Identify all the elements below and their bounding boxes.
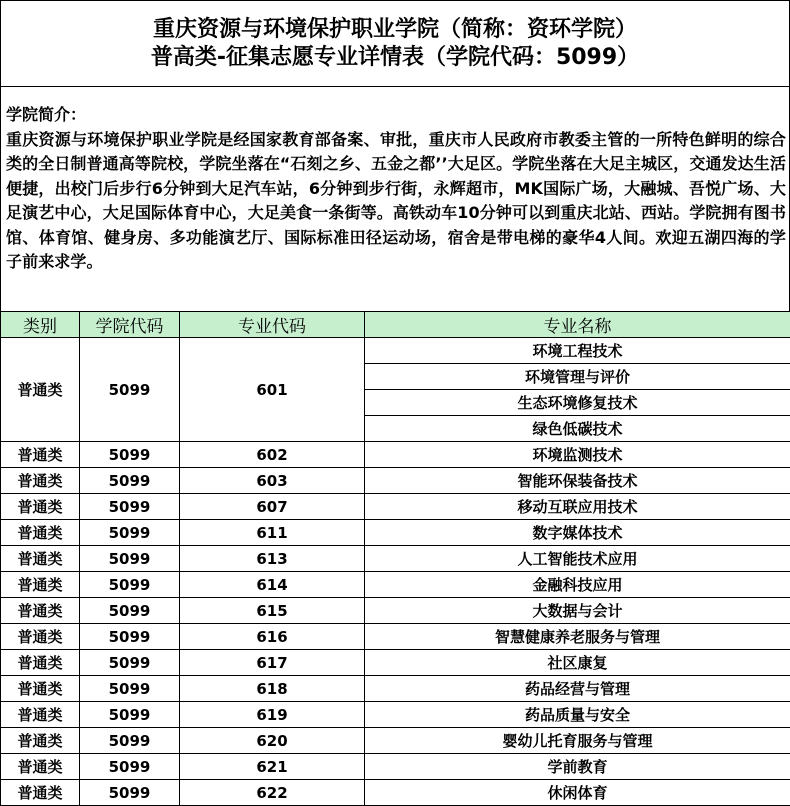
cell-category: 普通类: [1, 624, 80, 650]
group-major-name: 绿色低碳技术: [365, 416, 790, 442]
table-row: [1, 780, 790, 806]
cell-major-name: 金融科技应用: [365, 572, 790, 598]
cell-category: 普通类: [1, 520, 80, 546]
cell-college-code: 5099: [80, 572, 180, 598]
cell-college-code: 5099: [80, 494, 180, 520]
cell-major-code: 617: [180, 650, 365, 676]
cell-category: 普通类: [1, 442, 80, 468]
majors-table: [0, 311, 790, 806]
title-line-1: 重庆资源与环境保护职业学院（简称：资环学院）: [1, 16, 789, 44]
group-category: 普通类: [1, 338, 80, 442]
cell-college-code: 5099: [80, 650, 180, 676]
table-body: [1, 338, 790, 806]
cell-major-code: 621: [180, 754, 365, 780]
cell-major-name: 智慧健康养老服务与管理: [365, 624, 790, 650]
cell-category: 普通类: [1, 728, 80, 754]
group-major-name: 生态环境修复技术: [365, 390, 790, 416]
cell-college-code: 5099: [80, 728, 180, 754]
cell-college-code: 5099: [80, 702, 180, 728]
table-row: [1, 754, 790, 780]
cell-major-code: 622: [180, 780, 365, 806]
cell-major-code: 618: [180, 676, 365, 702]
header-major-code: 专业代码: [180, 312, 365, 338]
cell-major-name: 环境监测技术: [365, 442, 790, 468]
cell-category: 普通类: [1, 676, 80, 702]
cell-major-code: 620: [180, 728, 365, 754]
table-row: [1, 520, 790, 546]
header-college-code: 学院代码: [80, 312, 180, 338]
cell-college-code: 5099: [80, 676, 180, 702]
group-college-code: 5099: [80, 338, 180, 442]
cell-major-name: 大数据与会计: [365, 598, 790, 624]
cell-major-code: 613: [180, 546, 365, 572]
cell-category: 普通类: [1, 572, 80, 598]
group-major-name: 环境管理与评价: [365, 364, 790, 390]
intro-text: 重庆资源与环境保护职业学院是经国家教育部备案、审批，重庆市人民政府市教委主管的一所特色鲜明的综合类的全日制普通高等院校，学院坐落在“石刻之乡、五金之都’’大足区。学院坐落在大足主城区，交通发达生活便捷，出校门后步行6分钟到大足汽车站，6分钟到步行街，永辉超市，MK国际广场，大融城、吾悦广场、大足演艺中心，大足国际体育中心，大足美食一条街等。高铁动车10分钟可以到重庆北站、西站。学院拥有图书馆、体育馆、健身房、多功能演艺厅、国际标准田径运动场，宿舍是带电梯的豪华4人间。欢迎五湖四海的学子前来求学。: [6, 128, 786, 275]
header-category: 类别: [1, 312, 80, 338]
sheet-title: [0, 0, 790, 87]
cell-category: 普通类: [1, 494, 80, 520]
cell-major-name: 社区康复: [365, 650, 790, 676]
table-row: [1, 468, 790, 494]
cell-major-name: 人工智能技术应用: [365, 546, 790, 572]
cell-major-code: 607: [180, 494, 365, 520]
table-row: [1, 338, 790, 364]
cell-college-code: 5099: [80, 754, 180, 780]
cell-category: 普通类: [1, 780, 80, 806]
cell-major-name: 药品质量与安全: [365, 702, 790, 728]
table-row: [1, 494, 790, 520]
table-row: [1, 598, 790, 624]
cell-major-name: 学前教育: [365, 754, 790, 780]
group-major-name: 环境工程技术: [365, 338, 790, 364]
cell-major-name: 药品经营与管理: [365, 676, 790, 702]
cell-college-code: 5099: [80, 520, 180, 546]
table-row: [1, 676, 790, 702]
cell-major-code: 619: [180, 702, 365, 728]
cell-category: 普通类: [1, 702, 80, 728]
cell-major-code: 615: [180, 598, 365, 624]
table-row: [1, 442, 790, 468]
header-major-name: 专业名称: [365, 312, 790, 338]
table-header-row: [1, 312, 790, 338]
table-row: [1, 702, 790, 728]
cell-category: 普通类: [1, 650, 80, 676]
cell-major-name: 休闲体育: [365, 780, 790, 806]
cell-college-code: 5099: [80, 546, 180, 572]
group-major-code: 601: [180, 338, 365, 442]
cell-category: 普通类: [1, 546, 80, 572]
cell-college-code: 5099: [80, 780, 180, 806]
cell-major-code: 614: [180, 572, 365, 598]
intro-heading: 学院简介：: [6, 103, 786, 128]
cell-college-code: 5099: [80, 468, 180, 494]
cell-major-code: 611: [180, 520, 365, 546]
table-row: [1, 650, 790, 676]
table-row: [1, 728, 790, 754]
title-line-2: 普高类-征集志愿专业详情表（学院代码：5099）: [1, 44, 789, 72]
cell-college-code: 5099: [80, 624, 180, 650]
cell-major-name: 婴幼儿托育服务与管理: [365, 728, 790, 754]
table-row: [1, 546, 790, 572]
cell-major-name: 智能环保装备技术: [365, 468, 790, 494]
cell-category: 普通类: [1, 754, 80, 780]
cell-major-code: 602: [180, 442, 365, 468]
cell-major-name: 移动互联应用技术: [365, 494, 790, 520]
cell-college-code: 5099: [80, 442, 180, 468]
cell-major-code: 616: [180, 624, 365, 650]
cell-college-code: 5099: [80, 598, 180, 624]
cell-major-code: 603: [180, 468, 365, 494]
college-intro: [0, 87, 790, 312]
cell-category: 普通类: [1, 468, 80, 494]
table-row: [1, 624, 790, 650]
table-row: [1, 572, 790, 598]
cell-category: 普通类: [1, 598, 80, 624]
cell-major-name: 数字媒体技术: [365, 520, 790, 546]
